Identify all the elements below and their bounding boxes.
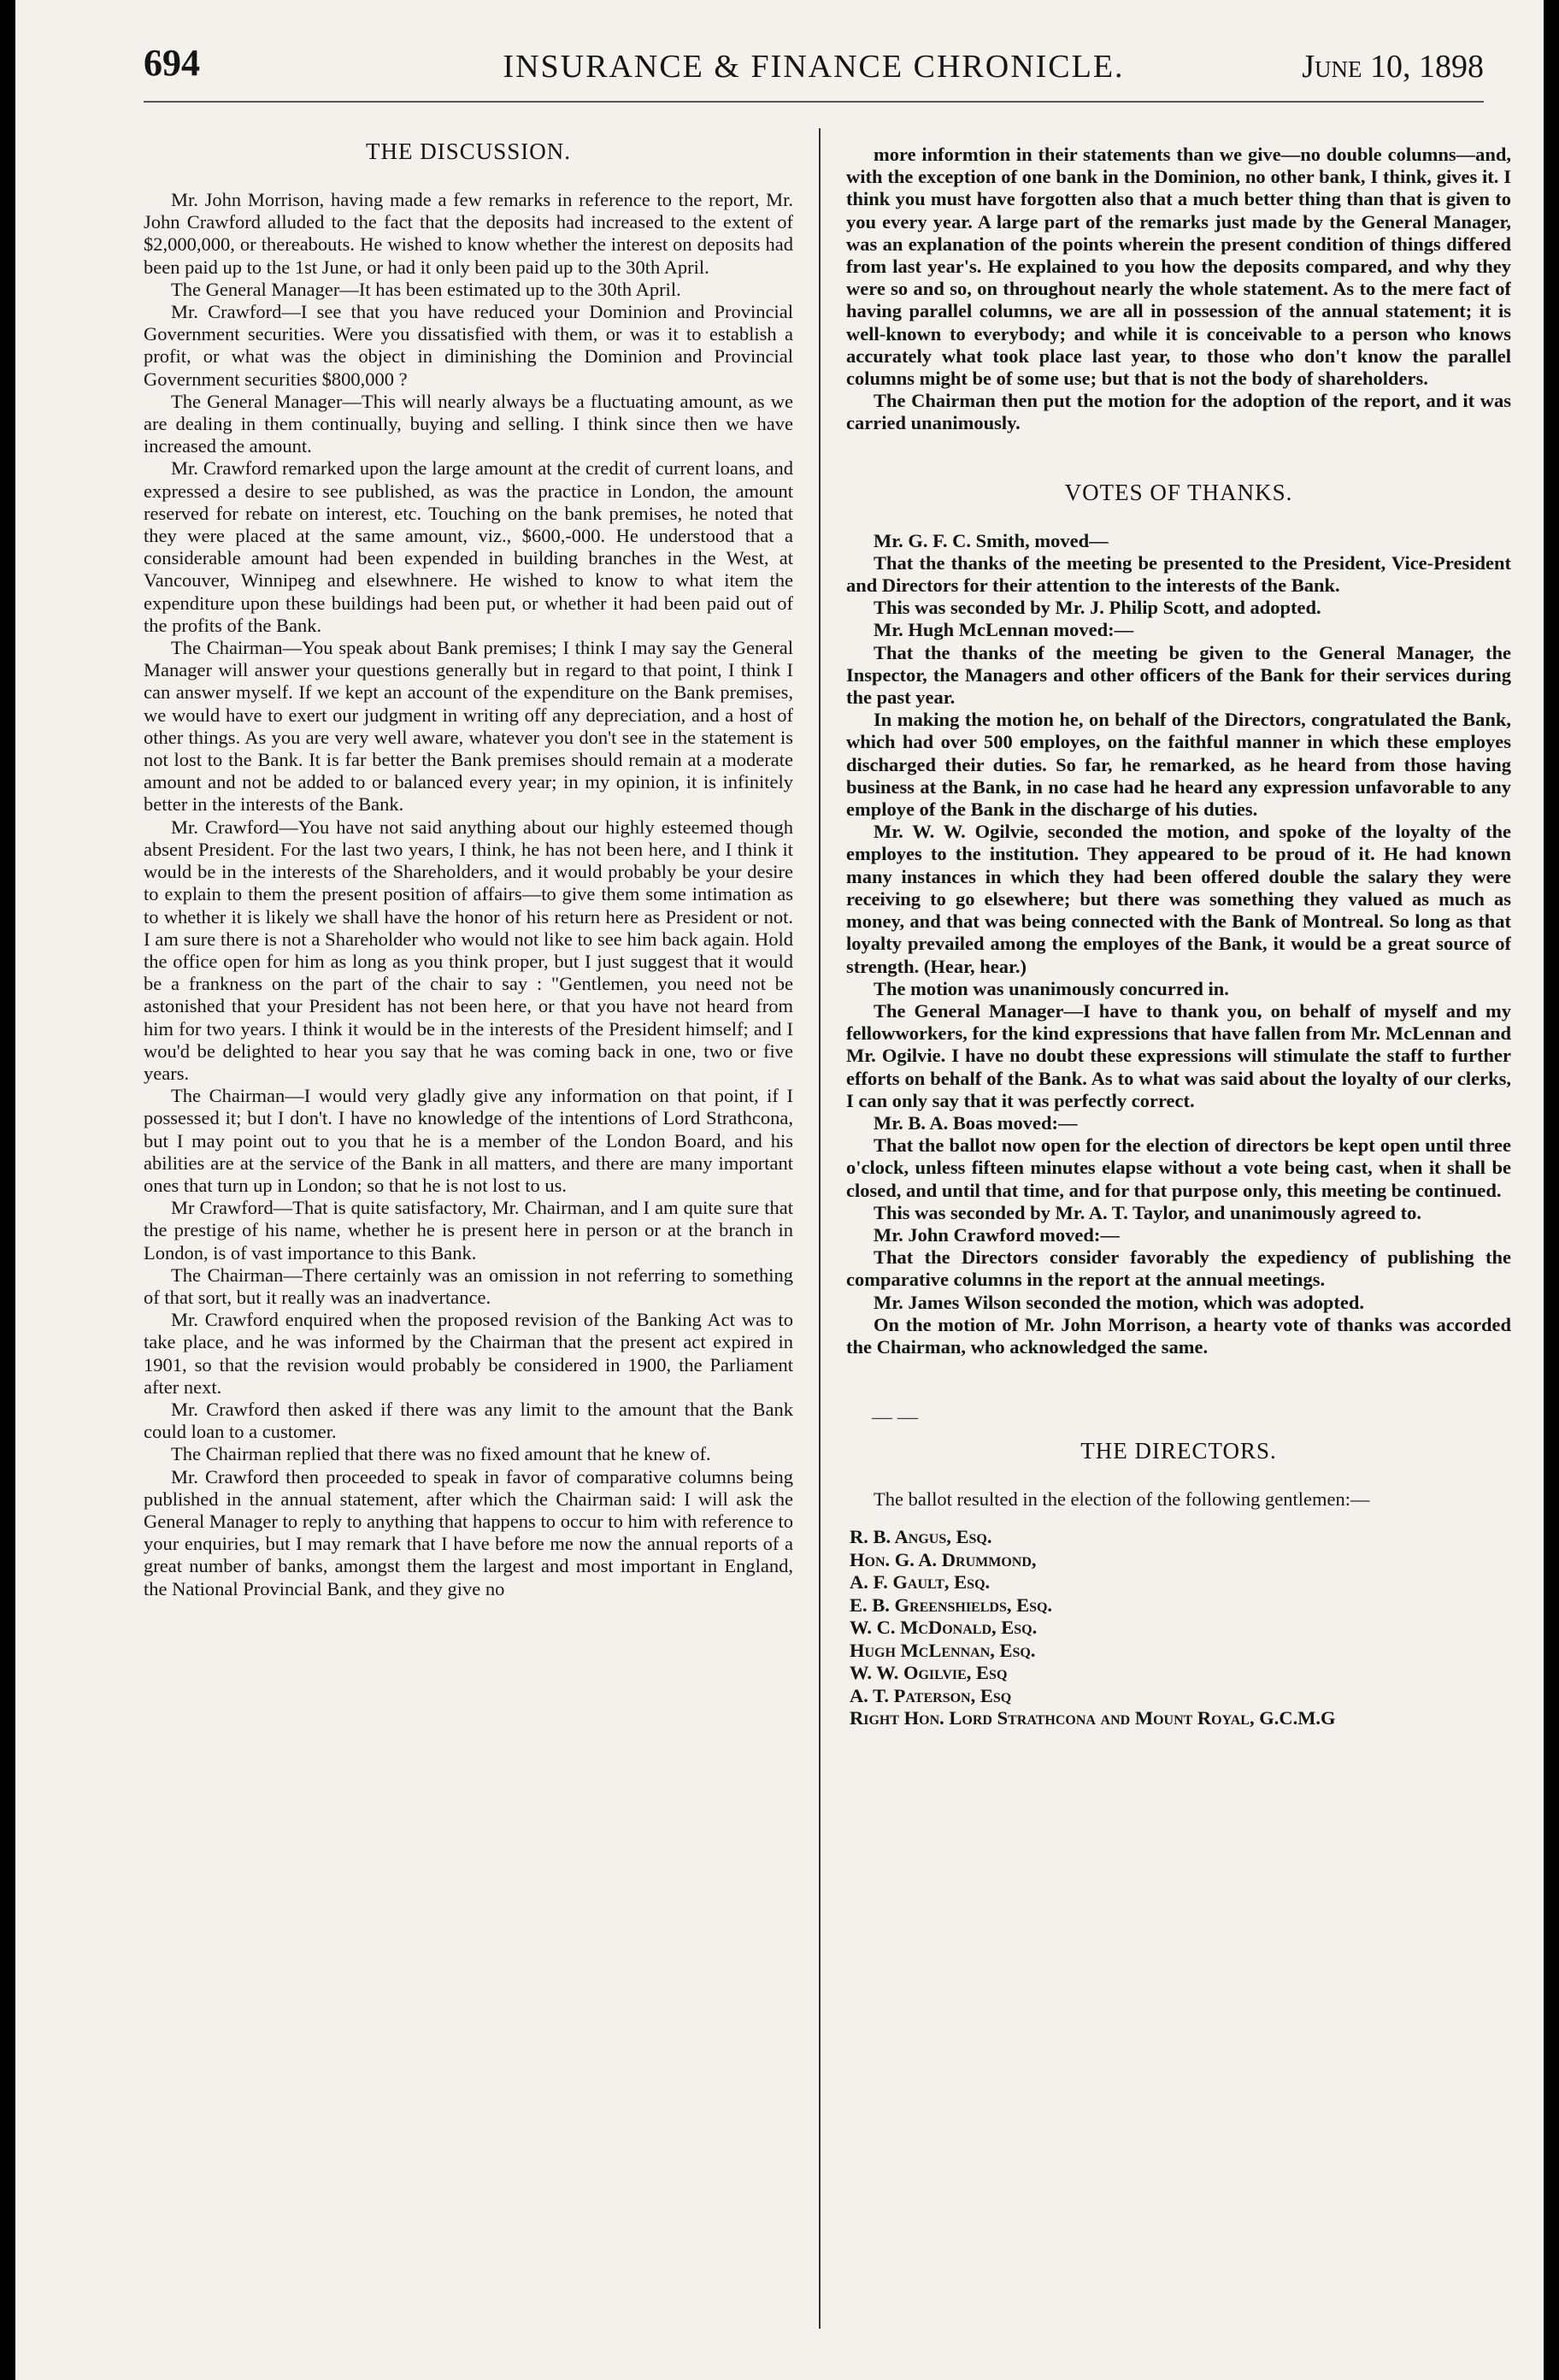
directors-intro: The ballot resulted in the election of the following gentlemen:— — [874, 1488, 1370, 1511]
discussion-paragraph: Mr. Crawford then proceeded to speak in favor of comparative columns being published in the annual statement, after which the Chairman said: I will ask the General Manager to reply to anything that happens to occur to him with reference to your enquiries, but I may remark that I have before me now the annual reports of a great number of banks, amongst them the largest and most important in England, the National Provincial Bank, and they give no — [144, 1465, 793, 1599]
page-header — [144, 41, 1484, 101]
continuation-paragraph: more informtion in their statements than we give—no double columns—and, with the exception of one bank in the Dominion, no other bank, I think, gives it. I think you must have forgotten also that a much better thing than that is given to you every year. A large part of the remarks just made by the General Manager, was an explanation of the points wherein the present condition of things differed from last year's. He explained to you how the deposits compared, and why they were so and so, on throughout nearly the whole statement. As to the mere fact of having parallel columns, we are all in possession of the annual statement; it is well-known to everybody; and while it is conceivable to a person who knows accurately what took place last year, to those who don't know the parallel columns might be of some use; but that is not the body of shareholders. — [846, 144, 1511, 390]
votes-heading: VOTES OF THANKS. — [1064, 479, 1293, 505]
discussion-paragraph: Mr. Crawford then asked if there was any limit to the amount that the Bank could loan to a customer. — [144, 1398, 793, 1443]
votes-paragraph: Mr. Hugh McLennan moved:— — [874, 619, 1134, 641]
director-name: A. T. Paterson, Esq — [850, 1684, 1012, 1706]
right-column — [846, 144, 1511, 2346]
votes-paragraph: That the thanks of the meeting be given to the General Manager, the Inspector, the Managers and other officers of the Bank for their services during the past year. — [846, 641, 1511, 709]
page-number: 694 — [144, 42, 200, 84]
column-divider — [819, 128, 821, 2329]
discussion-heading: THE DISCUSSION. — [365, 138, 572, 164]
votes-body — [846, 530, 1511, 1359]
discussion-paragraph: The Chairman—I would very gladly give any information on that point, if I possessed it; but I don't. I have no knowledge of the intentions of Lord Strathcona, but I may point out to you that he is a member of the London Board, and his abilities are at the service of the Bank in all matters, and there are many important ones that turn up in London; so that he is not lost to us. — [144, 1085, 793, 1196]
discussion-paragraph: The Chairman—There certainly was an omission in not referring to something of that sort, but it really was an inadvertance. — [144, 1264, 793, 1308]
votes-paragraph: Mr. W. W. Ogilvie, seconded the motion, and spoke of the loyalty of the employes to the institution. They appeared to be proud of it. He had known many instances in which they had been offered double the salary they were receiving to go elsewhere; but there was something they valued as much as money, and that was being connected with the Bank of Montreal. So long as that loyalty prevailed among the employes of the Bank, it would be a great source of strength. (Hear, hear.) — [846, 821, 1511, 977]
director-name: A. F. Gault, Esq. — [850, 1571, 991, 1594]
votes-paragraph: The General Manager—I have to thank you, on behalf of myself and my fellowworkers, for the kind expressions that have fallen from Mr. McLennan and Mr. Ogilvie. I have no doubt these expressions will stimulate the staff to further efforts on behalf of the Bank. As to what was said about the loyalty of our clerks, I can only say that it was perfectly correct. — [846, 999, 1511, 1111]
publication-title: INSURANCE & FINANCE CHRONICLE. — [503, 49, 1125, 85]
discussion-paragraph: Mr. John Morrison, having made a few remarks in reference to the report, Mr. John Crawford alluded to the fact that the deposits had increased to the extent of $2,000,000, or thereabouts. He wished to know whether the interest on deposits had been paid up to the 1st June, or had it only been paid up to the 30th April. — [144, 189, 793, 278]
votes-paragraph: In making the motion he, on behalf of the Directors, congratulated the Bank, which had over 500 employes, on the faithful manner in which these employes discharged their duties. So far, he remarked, as he heard from those having business at the Bank, in no case had he heard any expression unfavorable to any employe of the Bank in the discharge of his duties. — [846, 709, 1511, 821]
discussion-paragraph: Mr. Crawford—I see that you have reduced your Dominion and Provincial Government securities. Were you dissatisfied with them, or was it to establish a profit, or what was the object in diminishing the Dominion and Provincial Government securities $800,000 ? — [144, 301, 793, 390]
discussion-continued — [846, 144, 1511, 435]
votes-paragraph: On the motion of Mr. John Morrison, a hearty vote of thanks was accorded the Chairman, who acknowledged the same. — [846, 1313, 1511, 1358]
discussion-paragraph: The Chairman replied that there was no fixed amount that he knew of. — [171, 1443, 711, 1465]
votes-paragraph: Mr. John Crawford moved:— — [874, 1223, 1120, 1246]
votes-paragraph: That the ballot now open for the election of directors be kept open until three o'clock, unless fifteen minutes elapse without a vote being cast, when it shall be closed, and until that time, and for that purpose only, this meeting be continued. — [846, 1134, 1511, 1201]
votes-paragraph: This was seconded by Mr. J. Philip Scott, and adopted. — [874, 597, 1321, 619]
discussion-body — [144, 189, 793, 1600]
votes-paragraph: That the thanks of the meeting be presented to the President, Vice-President and Directors for their attention to the interests of the Bank. — [846, 551, 1511, 597]
votes-paragraph: The motion was unanimously concurred in. — [874, 977, 1229, 999]
votes-paragraph: Mr. B. A. Boas moved:— — [874, 1111, 1078, 1134]
director-name: Hon. G. A. Drummond, — [850, 1548, 1037, 1570]
discussion-paragraph: The General Manager—It has been estimated up to the 30th April. — [171, 278, 681, 300]
left-column — [144, 138, 793, 2346]
director-name: Right Hon. Lord Strathcona and Mount Royal, G.C.M.G — [850, 1707, 1336, 1729]
director-name: W. W. Ogilvie, Esq — [850, 1662, 1008, 1684]
section-separator: — — — [872, 1406, 918, 1429]
votes-paragraph: This was seconded by Mr. A. T. Taylor, and unanimously agreed to. — [874, 1201, 1421, 1223]
discussion-paragraph: The Chairman—You speak about Bank premises; I think I may say the General Manager will answer your questions generally but in regard to that point, I think I can answer myself. If we kept an account of the expenditure on the Bank premises, we would have to exert our judgment in writing off any depreciation, and a host of other things. As you are very well aware, whatever you don't see in the statement is not lost to the Bank. It is far better the Bank premises should remain at a moderate amount and not be added to or balanced every year; in my opinion, it is infinitely better in the interests of the Bank. — [144, 637, 793, 816]
director-name: Hugh McLennan, Esq. — [850, 1639, 1036, 1661]
header-rule — [144, 101, 1484, 103]
issue-date: June 10, 1898 — [1302, 49, 1484, 85]
director-name: R. B. Angus, Esq. — [850, 1526, 992, 1548]
discussion-paragraph: Mr. Crawford—You have not said anything about our highly esteemed though absent President. For the last two years, I think, he has not been here, and I think it would be in the interests of the Shareholders, and it would probably be your desire to explain to them the present position of affairs—to give them some intimation as to whether it is likely we shall have the honor of his return here as President or not. I am sure there is not a Shareholder who would not like to see him back again. Hold the office open for him as long as you think proper, but I just suggest that it would be a frankness on the part of the chair to say : "Gentlemen, you need not be astonished that your President has not been here, or that you have not heard from him for two years. I think it would be in the interests of the President himself; and I wou'd be delighted to hear you say that he was coming back in one, two or five years. — [144, 816, 793, 1084]
votes-paragraph: Mr. James Wilson seconded the motion, which was adopted. — [874, 1291, 1365, 1313]
directors-heading: THE DIRECTORS. — [1080, 1438, 1277, 1464]
discussion-paragraph: The General Manager—This will nearly always be a fluctuating amount, as we are dealing in them continually, buying and selling. I think since then we have increased the amount. — [144, 390, 793, 457]
director-name: W. C. McDonald, Esq. — [850, 1617, 1038, 1639]
discussion-paragraph: Mr. Crawford enquired when the proposed revision of the Banking Act was to take place, and he was informed by the Chairman that the present act expired in 1901, so that the revision would probably be considered in 1900, the Parliament after next. — [144, 1309, 793, 1398]
votes-paragraph: Mr. G. F. C. Smith, moved— — [874, 529, 1109, 551]
continuation-paragraph: The Chairman then put the motion for the adoption of the report, and it was carried unanimously. — [846, 390, 1511, 434]
discussion-paragraph: Mr. Crawford remarked upon the large amount at the credit of current loans, and expressed a desire to see published, as was the practice in London, the amount reserved for rebate on interest, etc. Touching on the bank premises, he noted that they were placed at the same amount, viz., $600,-000. He understood that a considerable amount had been expended in building branches in the West, at Vancouver, Winnipeg and elsewhnere. He wished to know to what item the expenditure upon these buildings had been put, or whether it had been paid out of the profits of the Bank. — [144, 457, 793, 636]
directors-list — [846, 1526, 1511, 1730]
votes-paragraph: That the Directors consider favorably the expediency of publishing the comparative columns in the report at the annual meetings. — [846, 1246, 1511, 1291]
discussion-paragraph: Mr Crawford—That is quite satisfactory, Mr. Chairman, and I am quite sure that the prestige of his name, whether he is present here in person or at the branch in London, is of vast importance to this Bank. — [144, 1197, 793, 1264]
director-name: E. B. Greenshields, Esq. — [850, 1594, 1053, 1616]
newspaper-page — [15, 0, 1544, 2380]
